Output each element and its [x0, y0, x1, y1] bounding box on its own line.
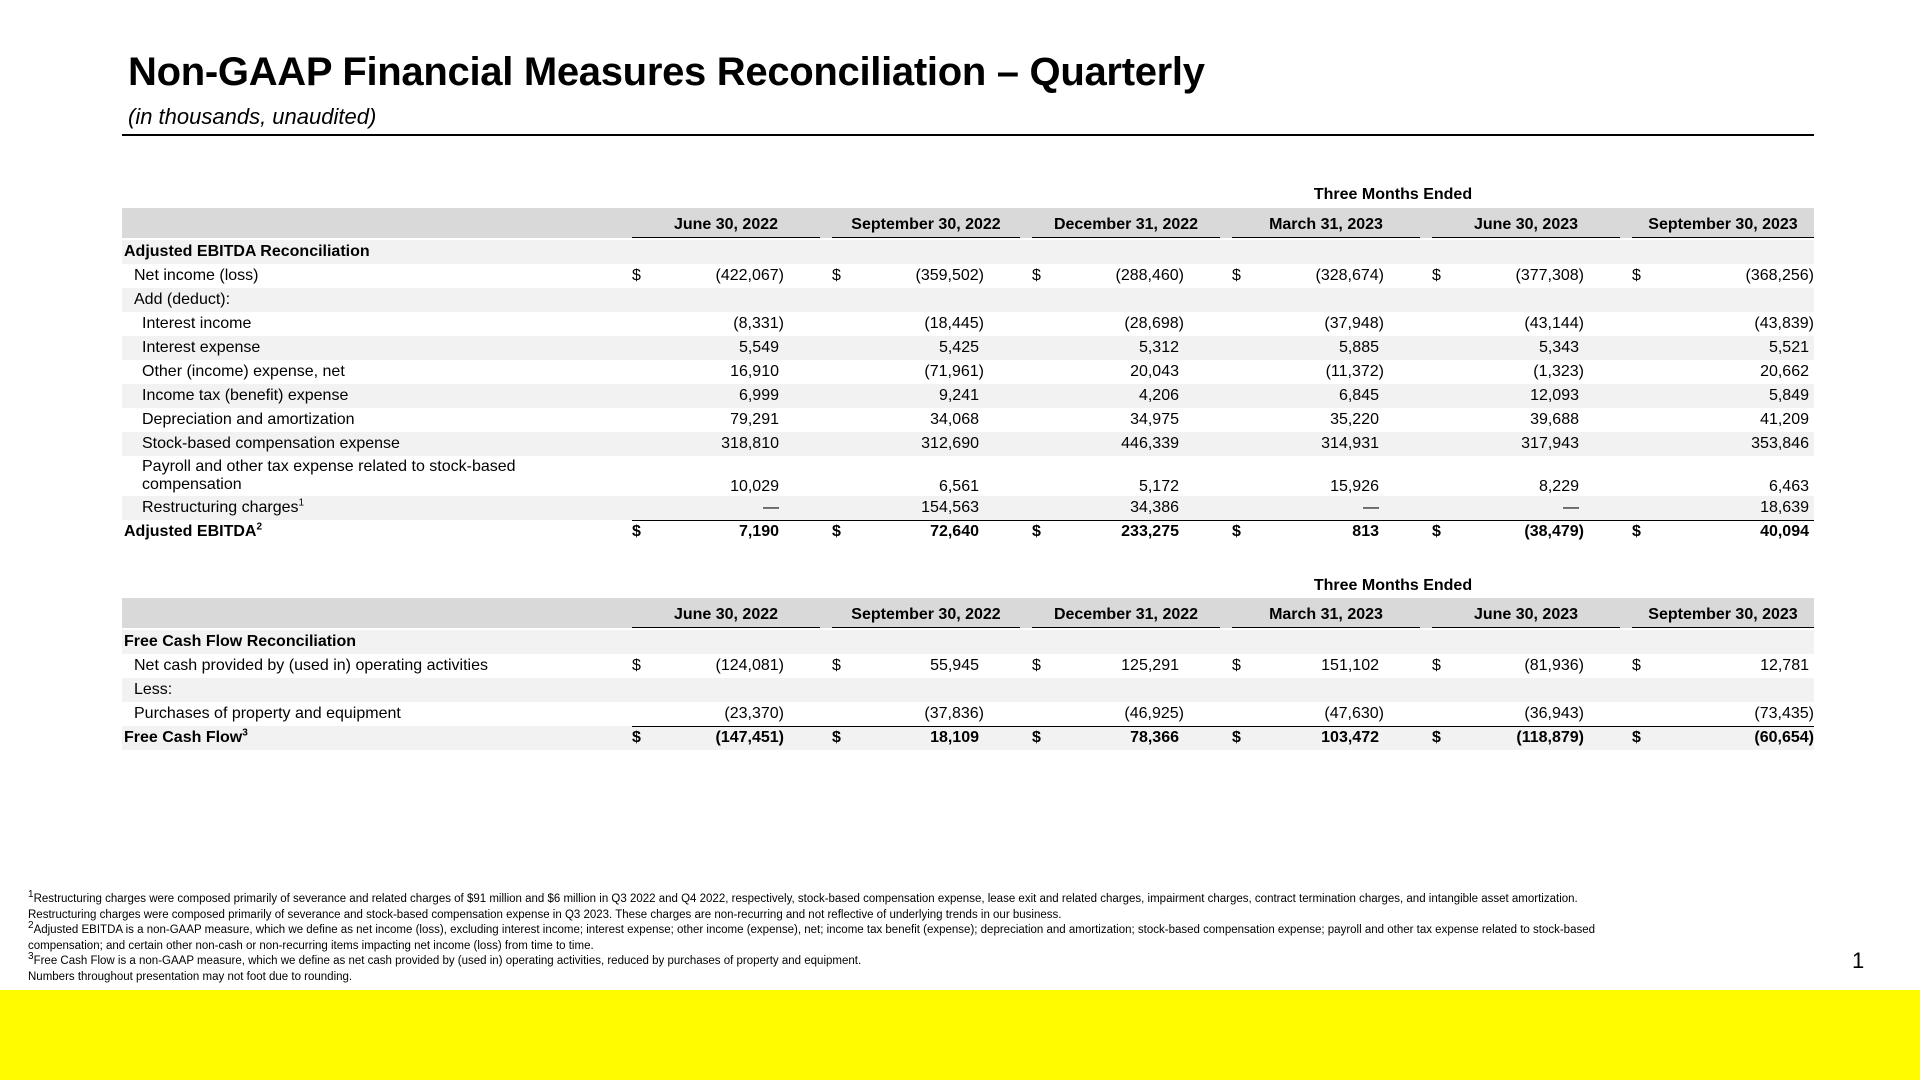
currency-symbol: $	[1232, 729, 1241, 746]
currency-symbol: $	[1232, 657, 1241, 674]
footnote-text: Restructuring charges were composed primarily of severance and related charges of $91 million and $6 million in Q3 2022 and Q4 2022, respectively, stock-based compensation expense, lease exit and related charges, impairment charges, contract termination charges, and intangible asset amortization.	[33, 893, 1578, 905]
section-title: Free Cash Flow Reconciliation	[124, 633, 357, 650]
cell: 20,662	[1760, 363, 1809, 380]
cell: 125,291	[1121, 657, 1179, 674]
cell: 39,688	[1530, 411, 1579, 428]
cell: 18,639	[1760, 499, 1809, 516]
table-row	[122, 408, 1814, 432]
period-header	[122, 186, 1814, 206]
cell: (1,323)	[1533, 363, 1584, 380]
footnote-ref: 2	[256, 521, 263, 533]
row-label: Add (deduct):	[134, 291, 231, 308]
cell: (43,144)	[1524, 315, 1584, 332]
cell: 34,068	[930, 411, 979, 428]
cell: (368,256)	[1745, 267, 1814, 284]
footnote-marker: 2	[28, 920, 34, 932]
cell: —	[763, 499, 779, 516]
row-label: Stock-based compensation expense	[142, 435, 400, 452]
cell: 34,386	[1130, 499, 1179, 516]
cell: (47,630)	[1324, 705, 1384, 722]
cell: 813	[1352, 523, 1379, 540]
cell: 55,945	[930, 657, 979, 674]
total-label: Free Cash Flow	[124, 729, 243, 746]
row-label: Payroll and other tax expense related to stock-based compensation	[142, 458, 516, 493]
cell: (43,839)	[1754, 315, 1814, 332]
cell: 35,220	[1330, 411, 1379, 428]
cell: 18,109	[930, 729, 979, 746]
cell: (288,460)	[1115, 267, 1184, 284]
row-label: Net income (loss)	[134, 267, 259, 284]
cell: 5,521	[1768, 339, 1809, 356]
currency-symbol: $	[1032, 267, 1041, 284]
cell: (36,943)	[1524, 705, 1584, 722]
cell: 233,275	[1121, 523, 1179, 540]
cell: 5,425	[938, 339, 979, 356]
cell: 151,102	[1321, 657, 1379, 674]
row-label: Interest expense	[142, 339, 261, 356]
footnote-text: Adjusted EBITDA is a non-GAAP measure, which we define as net income (loss), excluding interest income; interest expense; other income (expense), net; income tax benefit (expense); depreciation and amortization; stock-based compensation expense; payroll and other tax expense related to stock-based	[33, 924, 1596, 936]
section-title: Adjusted EBITDA Reconciliation	[124, 243, 370, 260]
cell: 79,291	[730, 411, 779, 428]
row-label	[124, 729, 248, 747]
table-row	[122, 312, 1814, 336]
footnote-marker: 3	[28, 951, 34, 963]
cell: 20,043	[1130, 363, 1179, 380]
cell: 5,312	[1138, 339, 1179, 356]
col-header-4: June 30, 2023	[1432, 605, 1620, 628]
cell: 8,229	[1538, 478, 1579, 495]
total-row	[122, 520, 1814, 544]
currency-symbol: $	[1432, 729, 1441, 746]
page-title: Non-GAAP Financial Measures Reconciliation – Quarterly	[128, 50, 1205, 94]
cell: 312,690	[921, 435, 979, 452]
currency-symbol: $	[1032, 657, 1041, 674]
cell: 103,472	[1321, 729, 1379, 746]
cell: 40,094	[1760, 523, 1809, 540]
period-header-label: Three Months Ended	[1313, 186, 1473, 203]
footnote-text: Restructuring charges were composed primarily of severance and stock-based compensation expense in Q3 2023. These charges are non-recurring and not reflective of underlying trends in our business.	[28, 908, 1062, 921]
currency-symbol: $	[632, 729, 641, 746]
page-subtitle: (in thousands, unaudited)	[128, 104, 377, 129]
cell: 10,029	[730, 478, 779, 495]
cell: (124,081)	[715, 657, 784, 674]
period-header-label: Three Months Ended	[1313, 577, 1473, 594]
cell: (328,674)	[1315, 267, 1384, 284]
footnote-marker: 1	[28, 889, 34, 901]
cell: 34,975	[1130, 411, 1179, 428]
table-row	[122, 456, 1814, 496]
currency-symbol: $	[1632, 729, 1641, 746]
table-row	[122, 654, 1814, 678]
cell: 5,849	[1768, 387, 1809, 404]
cell: (81,936)	[1524, 657, 1584, 674]
cell: —	[1363, 499, 1379, 516]
title-divider	[122, 134, 1814, 136]
currency-symbol: $	[832, 267, 841, 284]
cell: 78,366	[1130, 729, 1179, 746]
cell: 353,846	[1751, 435, 1809, 452]
page-number: 1	[1852, 948, 1865, 973]
cell: 317,943	[1521, 435, 1579, 452]
column-header-row	[122, 208, 1814, 238]
cell: 5,549	[738, 339, 779, 356]
total-rule	[632, 726, 1814, 727]
cell: 15,926	[1330, 478, 1379, 495]
cell: (147,451)	[715, 729, 784, 746]
col-header-0: June 30, 2022	[632, 215, 820, 238]
col-header-2: December 31, 2022	[1032, 215, 1220, 238]
currency-symbol: $	[1632, 267, 1641, 284]
currency-symbol: $	[1632, 523, 1641, 540]
footnote-2	[28, 920, 1788, 939]
col-header-4: June 30, 2023	[1432, 215, 1620, 238]
cell: (377,308)	[1515, 267, 1584, 284]
section-title-row	[122, 630, 1814, 654]
cell: (359,502)	[915, 267, 984, 284]
currency-symbol: $	[1032, 523, 1041, 540]
footnotes	[28, 889, 1788, 985]
footnote-ref: 1	[298, 497, 305, 509]
cell: 314,931	[1321, 435, 1379, 452]
col-header-0: June 30, 2022	[632, 605, 820, 628]
row-label	[142, 499, 304, 517]
currency-symbol: $	[1232, 267, 1241, 284]
col-header-2: December 31, 2022	[1032, 605, 1220, 628]
row-label: Interest income	[142, 315, 252, 332]
row-label	[124, 523, 262, 541]
currency-symbol: $	[832, 657, 841, 674]
cell: (73,435)	[1754, 705, 1814, 722]
cell: (118,879)	[1516, 729, 1584, 746]
col-header-3: March 31, 2023	[1232, 215, 1420, 238]
cell: 5,343	[1538, 339, 1579, 356]
currency-symbol: $	[1432, 267, 1441, 284]
cell: 12,781	[1760, 657, 1809, 674]
cell: (11,372)	[1325, 363, 1384, 380]
col-header-1: September 30, 2022	[832, 215, 1020, 238]
row-label: Less:	[134, 681, 173, 698]
footnote-text: compensation; and certain other non-cash or non-recurring items impacting net income (loss) from time to time.	[28, 939, 594, 952]
footnote-text: Numbers throughout presentation may not foot due to rounding.	[28, 970, 353, 983]
currency-symbol: $	[832, 523, 841, 540]
cell: 446,339	[1121, 435, 1179, 452]
currency-symbol: $	[1632, 657, 1641, 674]
cell: 6,463	[1768, 478, 1809, 495]
cell: 5,885	[1338, 339, 1379, 356]
row-label: Other (income) expense, net	[142, 363, 345, 380]
col-header-5: September 30, 2023	[1632, 215, 1814, 238]
cell: 41,209	[1760, 411, 1809, 428]
currency-symbol: $	[1032, 729, 1041, 746]
table-row	[122, 432, 1814, 456]
table-row	[122, 678, 1814, 702]
cell: (46,925)	[1124, 705, 1184, 722]
footnote-text: Free Cash Flow is a non-GAAP measure, which we define as net cash provided by (used in) operating activities, reduced by purchases of property and equipment.	[33, 955, 862, 967]
footnote-1	[28, 889, 1788, 908]
row-label: Purchases of property and equipment	[134, 705, 401, 722]
cell: (38,479)	[1524, 523, 1584, 540]
cell: 318,810	[721, 435, 779, 452]
table-row	[122, 496, 1814, 520]
table-row	[122, 384, 1814, 408]
currency-symbol: $	[632, 267, 641, 284]
cell: (28,698)	[1124, 315, 1184, 332]
cell: (37,948)	[1324, 315, 1384, 332]
period-header	[122, 577, 1814, 597]
cell: 12,093	[1530, 387, 1579, 404]
row-label: Income tax (benefit) expense	[142, 387, 349, 404]
cell: 7,190	[738, 523, 779, 540]
total-rule	[632, 520, 1814, 521]
col-header-5: September 30, 2023	[1632, 605, 1814, 628]
cell: —	[1563, 499, 1579, 516]
footnote-ref: 3	[242, 727, 248, 739]
cell: 6,561	[938, 478, 979, 495]
currency-symbol: $	[1232, 523, 1241, 540]
cell: (37,836)	[924, 705, 984, 722]
table-row	[122, 336, 1814, 360]
table-row	[122, 264, 1814, 288]
currency-symbol: $	[1432, 657, 1441, 674]
cell: (18,445)	[924, 315, 984, 332]
col-header-3: March 31, 2023	[1232, 605, 1420, 628]
currency-symbol: $	[632, 657, 641, 674]
cell: (23,370)	[724, 705, 784, 722]
restructuring-label: Restructuring charges	[142, 499, 299, 516]
currency-symbol: $	[1432, 523, 1441, 540]
cell: 5,172	[1138, 478, 1179, 495]
currency-symbol: $	[632, 523, 641, 540]
table-row	[122, 360, 1814, 384]
cell: (8,331)	[733, 315, 784, 332]
row-label: Depreciation and amortization	[142, 411, 355, 428]
col-header-1: September 30, 2022	[832, 605, 1020, 628]
footnote-3	[28, 951, 1788, 970]
row-label: Net cash provided by (used in) operating activities	[134, 657, 488, 674]
column-header-row	[122, 598, 1814, 628]
cell: 6,999	[738, 387, 779, 404]
cell: (71,961)	[924, 363, 984, 380]
total-label: Adjusted EBITDA	[124, 523, 257, 540]
cell: 6,845	[1338, 387, 1379, 404]
section-title-row	[122, 240, 1814, 264]
table-row	[122, 702, 1814, 726]
total-row	[122, 726, 1814, 750]
cell: 16,910	[730, 363, 779, 380]
cell: 4,206	[1138, 387, 1179, 404]
brand-footer-band	[0, 990, 1920, 1080]
table-row	[122, 288, 1814, 312]
cell: 9,241	[938, 387, 979, 404]
cell: 72,640	[930, 523, 979, 540]
cell: (422,067)	[715, 267, 784, 284]
currency-symbol: $	[832, 729, 841, 746]
cell: (60,654)	[1754, 729, 1814, 746]
cell: 154,563	[921, 499, 979, 516]
